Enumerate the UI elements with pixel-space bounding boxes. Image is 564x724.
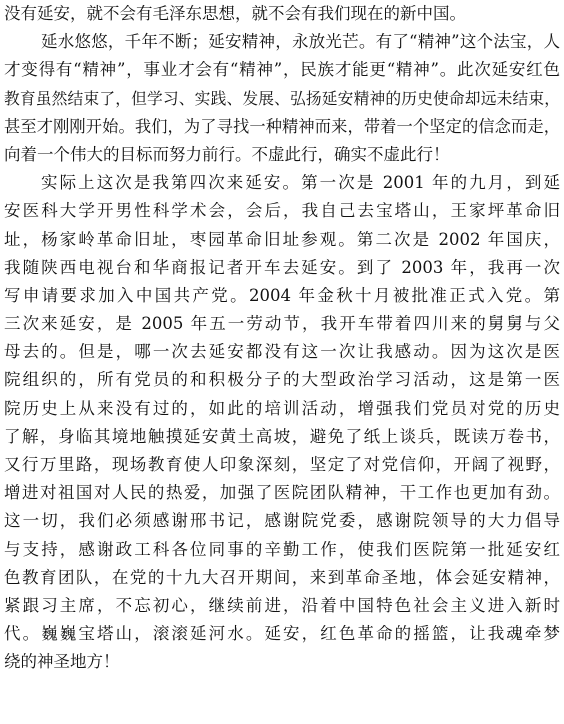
text-line: 没有延安，就不会有毛泽东思想，就不会有我们现在的新中国。 <box>4 4 466 23</box>
text-line: 安医科大学开男性科学术会，会后，我自己去宝塔山，王家坪革命旧 <box>4 201 560 221</box>
text-line: 写申请要求加入中国共产党。2004 年金秋十月被批准正式入党。第 <box>4 285 560 305</box>
text-line: 了解，身临其境地触摸延安黄土高坡，避免了纸上谈兵，既读万卷书， <box>4 426 560 446</box>
text-line: 向着一个伟大的目标而努力前行。不虚此行，确实不虚此行！ <box>4 144 450 164</box>
text-line: 绕的神圣地方！ <box>4 652 120 672</box>
text-line: 色教育团队，在党的十九大召开期间，来到革命圣地，体会延安精神， <box>4 567 560 587</box>
text-line: 母去的。但是，哪一次去延安都没有这一次让我感动。因为这次是医 <box>4 342 560 362</box>
text-line: 院组织的，所有党员的和积极分子的大型政治学习活动，这是第一医 <box>4 370 560 390</box>
text-line: 这一切，我们必须感谢邢书记，感谢院党委，感谢院领导的大力倡导 <box>4 511 560 531</box>
text-line: 延水悠悠，千年不断；延安精神，永放光芒。有了“精神”这个法宝，人 <box>41 32 560 52</box>
text-line: 代。巍巍宝塔山，滚滚延河水。延安，红色革命的摇篮，让我魂牵梦 <box>4 624 560 644</box>
text-line: 三次来延安，是 2005 年五一劳动节，我开车带着四川来的舅舅与父 <box>4 314 560 334</box>
text-line: 又行万里路，现场教育使人印象深刻，坚定了对党信仰，开阔了视野， <box>4 455 560 474</box>
text-line: 实际上这次是我第四次来延安。第一次是 2001 年的九月，到延 <box>41 173 560 193</box>
text-line: 我随陕西电视台和华商报记者开车去延安。到了 2003 年，我再一次 <box>4 257 560 277</box>
text-line: 教育虽然结束了，但学习、实践、发展、弘扬延安精神的历史使命却远未结束， <box>4 88 560 108</box>
document-page <box>4 0 560 724</box>
text-line: 紧跟习主席，不忘初心，继续前进，沿着中国特色社会主义进入新时 <box>4 595 560 615</box>
text-line: 才变得有“精神”，事业才会有“精神”，民族才能更“精神”。此次延安红色 <box>4 60 560 80</box>
text-line: 甚至才刚刚开始。我们，为了寻找一种精神而来，带着一个坚定的信念而走， <box>4 116 560 136</box>
text-line: 与支持，感谢政工科各位同事的辛勤工作，使我们医院第一批延安红 <box>4 539 560 559</box>
text-line: 增进对祖国对人民的热爱，加强了医院团队精神，干工作也更加有劲。 <box>4 483 560 503</box>
text-line: 址，杨家岭革命旧址，枣园革命旧址参观。第二次是 2002 年国庆， <box>4 229 560 249</box>
text-line: 院历史上从来没有过的，如此的培训活动，增强我们党员对党的历史 <box>4 398 560 418</box>
